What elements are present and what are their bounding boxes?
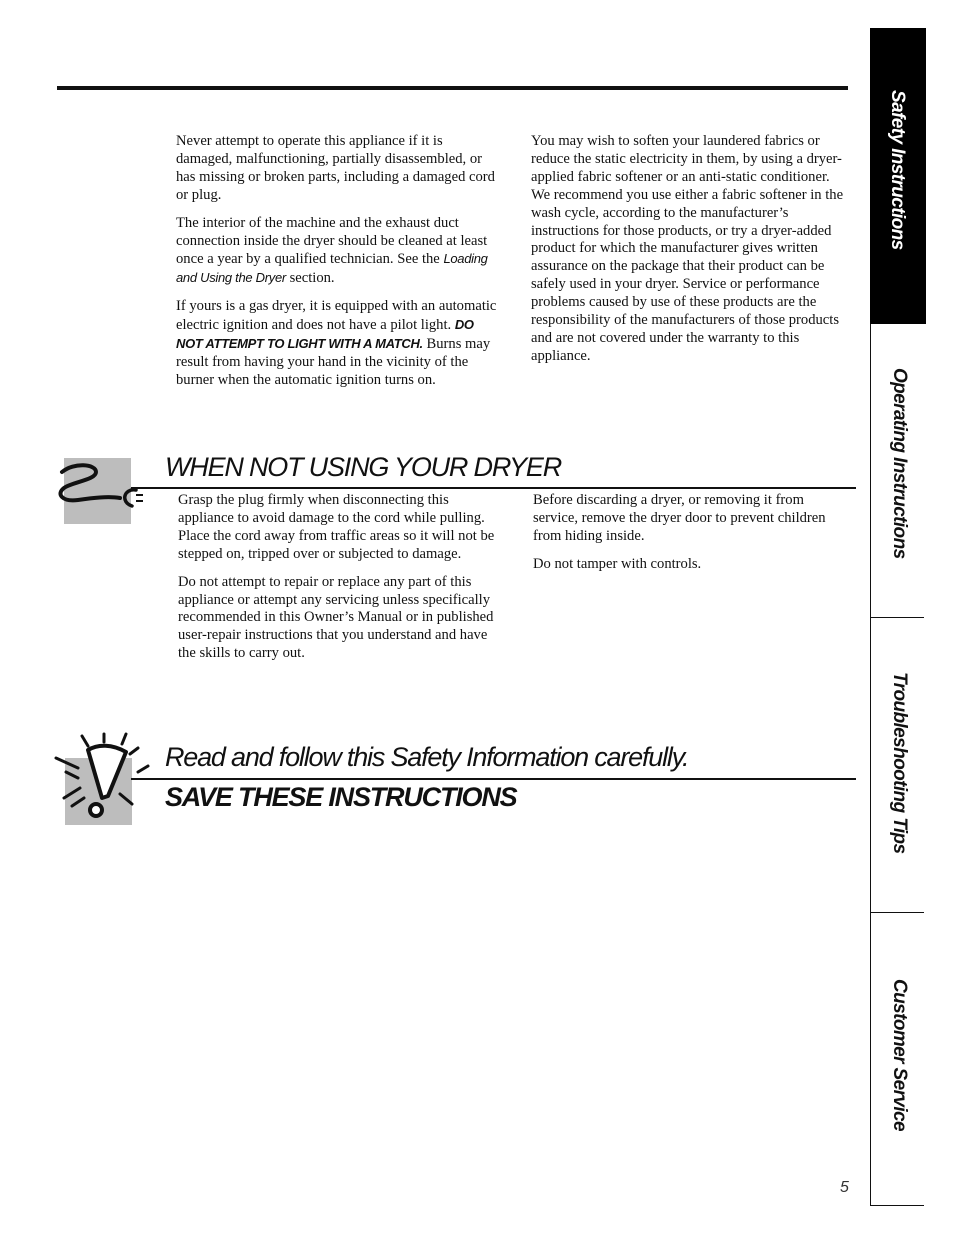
plug-cord-icon bbox=[52, 458, 148, 524]
tab-label: Troubleshooting Tips bbox=[888, 672, 910, 854]
safety-reminder-title: Read and follow this Safety Information carefully. bbox=[165, 742, 689, 772]
not-using-right-column bbox=[533, 492, 849, 584]
page-number: 5 bbox=[840, 1179, 849, 1196]
paragraph: If yours is a gas dryer, it is equipped with an automatic electric ignition and does not have a pilot light. DO NOT ATTEMPT TO LIGHT WITH A MATCH. Burns may result from having your hand in the vicinity of the burner when the automatic ignition turns on. bbox=[176, 298, 497, 388]
top-left-column bbox=[176, 133, 498, 400]
paragraph: Do not attempt to repair or replace any part of this appliance or attempt any servicing unless specifically recommended in this Owner’s Manual or in published user-repair instructions that you understand and have the skills to carry out. bbox=[178, 573, 494, 662]
warning-emphasis: DO NOT ATTEMPT TO LIGHT WITH A MATCH. bbox=[176, 317, 474, 352]
footer-rule bbox=[131, 778, 856, 780]
paragraph: Grasp the plug firmly when disconnecting this appliance to avoid damage to the cord while pulling. Place the cord away from traffic areas so it will not be stepped on, tripped over or subjected to damage. bbox=[178, 492, 495, 562]
section-rule bbox=[131, 487, 856, 489]
tab-troubleshooting-tips[interactable] bbox=[870, 618, 924, 913]
top-rule bbox=[57, 86, 848, 90]
not-using-left-column bbox=[178, 492, 500, 673]
paragraph: Before discarding a dryer, or removing it from service, remove the dryer door to prevent children from hiding inside. bbox=[533, 492, 826, 544]
tab-safety-instructions[interactable] bbox=[870, 28, 926, 324]
save-instructions-heading: SAVE THESE INSTRUCTIONS bbox=[165, 782, 517, 812]
section-reference: Loading and Using the Dryer bbox=[176, 251, 488, 286]
paragraph: Never attempt to operate this appliance if it is damaged, malfunctioning, partially disassembled, or has missing or broken parts, including a damaged cord or plug. bbox=[176, 133, 495, 203]
top-right-column bbox=[531, 133, 849, 376]
side-tabs bbox=[870, 28, 926, 1206]
paragraph: Do not tamper with controls. bbox=[533, 555, 702, 572]
tab-label: Customer Service bbox=[888, 979, 910, 1131]
paragraph: You may wish to soften your laundered fabrics or reduce the static electricity in them, by using a dryer-applied fabric softener or an anti-static conditioner. We recommend you use either a fabric softener in the wash cycle, according to the manufacturer’s instructions for those products, or try a dryer-added product for which the manufacturer gives written assurance on the package that their product can be safely used in your dryer. Service or performance problems caused by use of these products are the responsibility of the manufacturers of those products and are not covered under the warranty to this appliance. bbox=[531, 133, 844, 364]
section-title: WHEN NOT USING YOUR DRYER bbox=[165, 452, 562, 482]
tab-label: Operating Instructions bbox=[888, 368, 910, 559]
paragraph: The interior of the machine and the exhaust duct connection inside the dryer should be cleaned at least once a year by a qualified technician. See the Loading and Using the Dryer section. bbox=[176, 214, 488, 287]
tab-operating-instructions[interactable] bbox=[870, 324, 924, 618]
tab-label: Safety Instructions bbox=[887, 90, 908, 250]
tab-customer-service[interactable] bbox=[870, 913, 924, 1206]
